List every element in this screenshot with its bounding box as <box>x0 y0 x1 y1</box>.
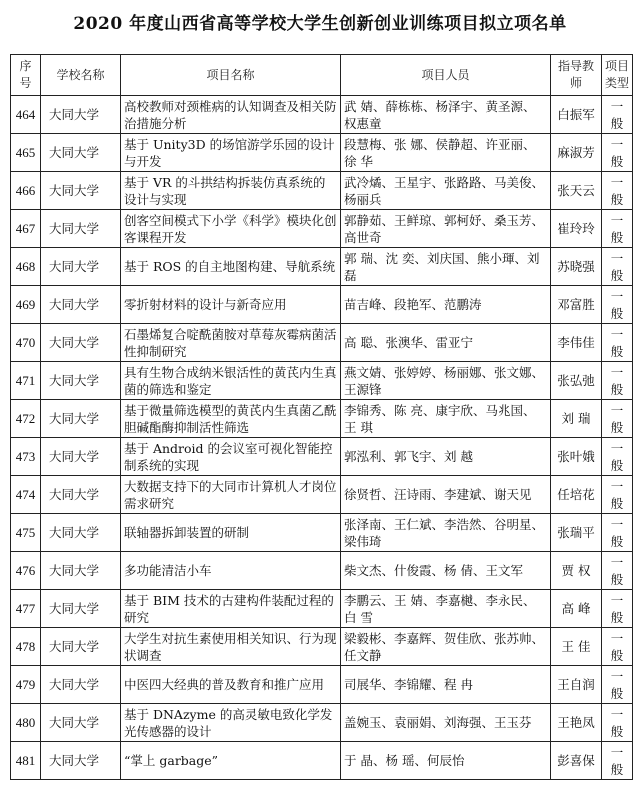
row-number: 465 <box>11 134 41 172</box>
table-header-row <box>11 55 633 96</box>
project-name: 零折射材料的设计与新奇应用 <box>121 286 341 324</box>
project-members: 李锦秀、陈 亮、康宇欣、马兆国、王 琪 <box>341 400 551 438</box>
project-name: 石墨烯复合啶酰菌胺对草莓灰霉病菌活性抑制研究 <box>121 324 341 362</box>
advisor-name: 张天云 <box>551 172 602 210</box>
project-members: 徐贤哲、汪诗雨、李建斌、谢天见 <box>341 476 551 514</box>
school-name: 大同大学 <box>41 286 121 324</box>
table-row <box>11 628 633 666</box>
advisor-name: 任培花 <box>551 476 602 514</box>
advisor-name: 贾 权 <box>551 552 602 590</box>
table-row <box>11 552 633 590</box>
project-type: 一般 <box>602 628 633 666</box>
project-type: 一般 <box>602 552 633 590</box>
row-number: 470 <box>11 324 41 362</box>
project-name: 基于 Unity3D 的场馆游学乐园的设计与开发 <box>121 134 341 172</box>
project-table <box>10 54 633 780</box>
table-row <box>11 134 633 172</box>
school-name: 大同大学 <box>41 400 121 438</box>
advisor-name: 李伟佳 <box>551 324 602 362</box>
project-members: 武 婧、薛栋栋、杨泽宇、黄圣源、权惠童 <box>341 96 551 134</box>
project-type: 一般 <box>602 704 633 742</box>
table-row <box>11 210 633 248</box>
header-members: 项目人员 <box>341 55 551 96</box>
header-school: 学校名称 <box>41 55 121 96</box>
school-name: 大同大学 <box>41 628 121 666</box>
advisor-name: 白振军 <box>551 96 602 134</box>
school-name: 大同大学 <box>41 96 121 134</box>
project-name: 基于 DNAzyme 的高灵敏电致化学发光传感器的设计 <box>121 704 341 742</box>
advisor-name: 张叶娥 <box>551 438 602 476</box>
table-row <box>11 248 633 286</box>
project-members: 张泽南、王仁斌、李浩然、谷明星、梁伟琦 <box>341 514 551 552</box>
project-members: 郭泓利、郭飞宇、刘 越 <box>341 438 551 476</box>
table-row <box>11 362 633 400</box>
project-name: 创客空间模式下小学《科学》模块化创客课程开发 <box>121 210 341 248</box>
project-type: 一般 <box>602 286 633 324</box>
row-number: 474 <box>11 476 41 514</box>
project-name: 大数据支持下的大同市计算机人才岗位需求研究 <box>121 476 341 514</box>
table-row <box>11 438 633 476</box>
project-type: 一般 <box>602 210 633 248</box>
row-number: 481 <box>11 742 41 780</box>
project-name: 高校教师对颈椎病的认知调查及相关防治措施分析 <box>121 96 341 134</box>
advisor-name: 王自润 <box>551 666 602 704</box>
advisor-name: 刘 瑞 <box>551 400 602 438</box>
project-name: 基于 BIM 技术的古建构件装配过程的研究 <box>121 590 341 628</box>
school-name: 大同大学 <box>41 438 121 476</box>
table-row <box>11 324 633 362</box>
table-row <box>11 514 633 552</box>
project-members: 武冷燏、王星宇、张路路、马美俊、杨丽兵 <box>341 172 551 210</box>
school-name: 大同大学 <box>41 324 121 362</box>
advisor-name: 王 佳 <box>551 628 602 666</box>
project-members: 高 聪、张澳华、雷亚宁 <box>341 324 551 362</box>
project-name: 中医四大经典的普及教育和推广应用 <box>121 666 341 704</box>
row-number: 475 <box>11 514 41 552</box>
project-name: 具有生物合成纳米银活性的黄芪内生真菌的筛选和鉴定 <box>121 362 341 400</box>
project-members: 盖婉玉、袁丽娟、刘海强、王玉芬 <box>341 704 551 742</box>
header-project: 项目名称 <box>121 55 341 96</box>
row-number: 466 <box>11 172 41 210</box>
project-name: 基于 VR 的斗拱结构拆装仿真系统的设计与实现 <box>121 172 341 210</box>
project-type: 一般 <box>602 438 633 476</box>
school-name: 大同大学 <box>41 590 121 628</box>
row-number: 464 <box>11 96 41 134</box>
school-name: 大同大学 <box>41 552 121 590</box>
table-row <box>11 400 633 438</box>
advisor-name: 苏晓强 <box>551 248 602 286</box>
advisor-name: 王艳凤 <box>551 704 602 742</box>
advisor-name: 高 峰 <box>551 590 602 628</box>
row-number: 471 <box>11 362 41 400</box>
project-members: 梁毅彬、李嘉辉、贺佳欣、张苏帅、任文静 <box>341 628 551 666</box>
row-number: 467 <box>11 210 41 248</box>
table-row <box>11 704 633 742</box>
school-name: 大同大学 <box>41 666 121 704</box>
table-row <box>11 666 633 704</box>
project-name: 基于微量筛选模型的黄芪内生真菌乙酰胆碱酯酶抑制活性筛选 <box>121 400 341 438</box>
project-type: 一般 <box>602 248 633 286</box>
row-number: 478 <box>11 628 41 666</box>
table-row <box>11 590 633 628</box>
row-number: 477 <box>11 590 41 628</box>
row-number: 468 <box>11 248 41 286</box>
advisor-name: 张弘弛 <box>551 362 602 400</box>
header-advisor: 指导教师 <box>551 55 602 96</box>
advisor-name: 崔玲玲 <box>551 210 602 248</box>
project-type: 一般 <box>602 400 633 438</box>
header-type: 项目类型 <box>602 55 633 96</box>
project-members: 李鹏云、王 婧、李嘉樾、李永民、白 雪 <box>341 590 551 628</box>
row-number: 473 <box>11 438 41 476</box>
project-type: 一般 <box>602 514 633 552</box>
project-type: 一般 <box>602 666 633 704</box>
school-name: 大同大学 <box>41 210 121 248</box>
school-name: 大同大学 <box>41 704 121 742</box>
table-row <box>11 172 633 210</box>
project-name: 多功能清洁小车 <box>121 552 341 590</box>
project-members: 柴文杰、什俊霞、杨 倩、王文军 <box>341 552 551 590</box>
project-name: “掌上 garbage” <box>121 742 341 780</box>
project-members: 于 晶、杨 瑶、何辰怡 <box>341 742 551 780</box>
row-number: 479 <box>11 666 41 704</box>
project-type: 一般 <box>602 742 633 780</box>
advisor-name: 彭喜保 <box>551 742 602 780</box>
project-type: 一般 <box>602 96 633 134</box>
row-number: 480 <box>11 704 41 742</box>
project-members: 苗吉峰、段艳军、范鹏涛 <box>341 286 551 324</box>
advisor-name: 张瑞平 <box>551 514 602 552</box>
row-number: 472 <box>11 400 41 438</box>
school-name: 大同大学 <box>41 514 121 552</box>
project-members: 燕文婧、张婷婷、杨丽娜、张文娜、王源锋 <box>341 362 551 400</box>
project-type: 一般 <box>602 134 633 172</box>
project-name: 大学生对抗生素使用相关知识、行为现状调查 <box>121 628 341 666</box>
project-name: 基于 ROS 的自主地图构建、导航系统 <box>121 248 341 286</box>
project-type: 一般 <box>602 476 633 514</box>
advisor-name: 邓富胜 <box>551 286 602 324</box>
table-row <box>11 96 633 134</box>
project-type: 一般 <box>602 324 633 362</box>
project-members: 司展华、李锦耀、程 冉 <box>341 666 551 704</box>
project-members: 段慧梅、张 娜、侯静超、许亚丽、徐 华 <box>341 134 551 172</box>
school-name: 大同大学 <box>41 248 121 286</box>
advisor-name: 麻淑芳 <box>551 134 602 172</box>
school-name: 大同大学 <box>41 476 121 514</box>
school-name: 大同大学 <box>41 134 121 172</box>
document-title: 2020 年度山西省高等学校大学生创新创业训练项目拟立项名单 <box>73 14 567 34</box>
table-row <box>11 286 633 324</box>
project-members: 郭静茹、王鲜琼、郭柯妤、桑玉芳、高世奇 <box>341 210 551 248</box>
project-type: 一般 <box>602 362 633 400</box>
header-no: 序号 <box>11 55 41 96</box>
project-name: 联轴器拆卸装置的研制 <box>121 514 341 552</box>
row-number: 476 <box>11 552 41 590</box>
project-members: 郭 瑞、沈 奕、刘庆国、熊小琿、刘 磊 <box>341 248 551 286</box>
project-type: 一般 <box>602 590 633 628</box>
row-number: 469 <box>11 286 41 324</box>
table-row <box>11 476 633 514</box>
project-name: 基于 Android 的会议室可视化智能控制系统的实现 <box>121 438 341 476</box>
school-name: 大同大学 <box>41 362 121 400</box>
school-name: 大同大学 <box>41 742 121 780</box>
project-type: 一般 <box>602 172 633 210</box>
table-body <box>11 96 633 780</box>
table-row <box>11 742 633 780</box>
school-name: 大同大学 <box>41 172 121 210</box>
